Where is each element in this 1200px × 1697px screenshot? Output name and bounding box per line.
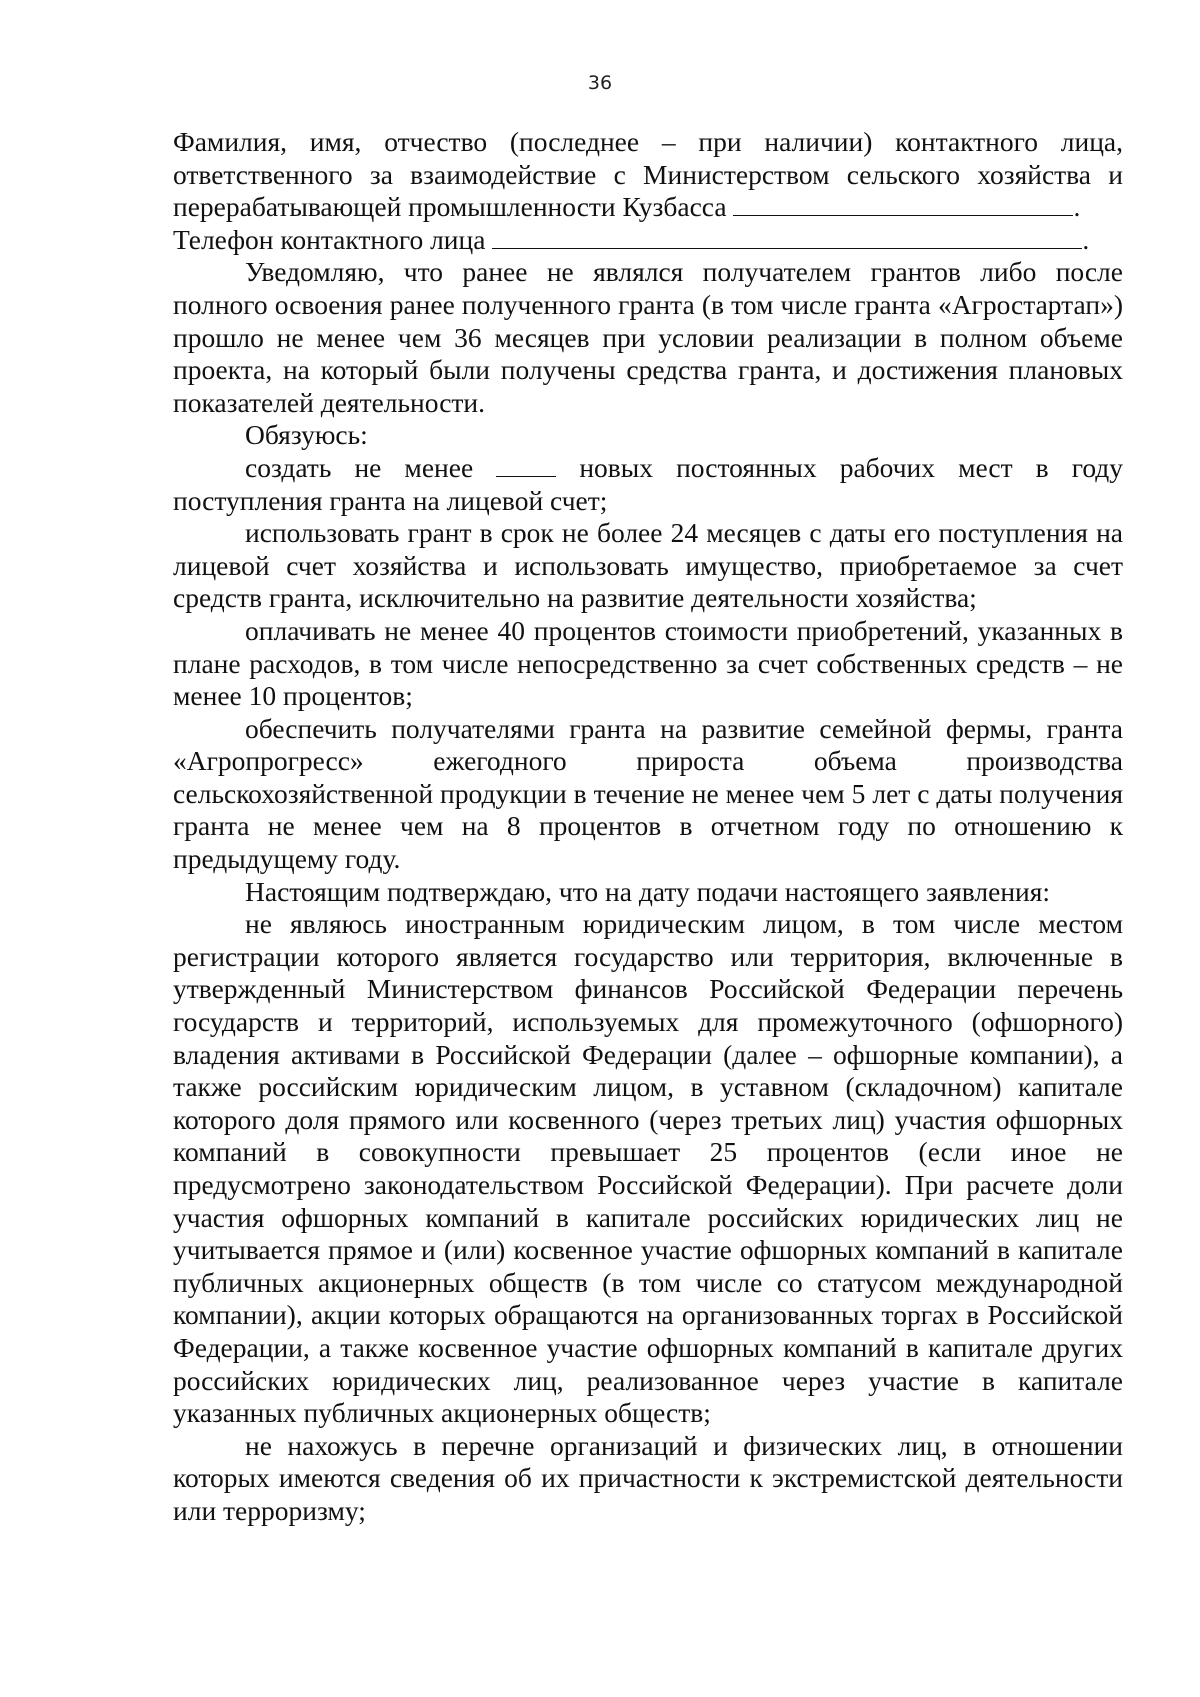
commit-item-3: обеспечить получателями гранта на развитие семейной фермы, гранта «Агропрогресс» ежегодного прироста объема производства сельскохозяйственной продукции в течение не менее чем 5 лет с даты получения гранта не менее чем на 8 процентов в отчетном году по отношению к предыдущему году. — [173, 712, 1123, 875]
commit-jobs-before: создать не менее — [245, 451, 474, 483]
contact-person-blank[interactable] — [733, 193, 1073, 216]
contact-phone-label: Телефон контактного лица — [173, 223, 486, 255]
commit-heading: Обязуюсь: — [245, 419, 368, 451]
confirm-item-2: не нахожусь в перечне организаций и физических лиц, в отношении которых имеются сведения об их причастности к экстремистской деятельности или терроризму; — [173, 1429, 1123, 1526]
contact-person-paragraph — [173, 126, 1123, 224]
confirm-heading: Настоящим подтверждаю, что на дату подачи настоящего заявления: — [245, 875, 1051, 907]
page-number: 36 — [587, 72, 613, 94]
contact-phone-paragraph — [173, 224, 1123, 257]
document-body — [173, 126, 1123, 1528]
confirm-item-1: не являюсь иностранным юридическим лицом, в том числе местом регистрации которого является государство или территория, включенные в утвержденный Министерством финансов Российской Федерации перечень государств и территорий, используемых для промежуточного (офшорного) владения активами в Российской Федерации (далее – офшорные компании), а также российским юридическим лицом, в уставном (складочном) капитале которого доля прямого или косвенного (через третьих лиц) участия офшорных компаний в совокупности превышает 25 процентов (если иное не предусмотрено законодательством Российской Федерации). При расчете доли участия офшорных компаний в капитале российских юридических лиц не учитывается прямое и (или) косвенное участие офшорных компаний в капитале публичных акционерных обществ (в том числе со статусом международной компании), акции которых обращаются на организованных торгах в Российской Федерации, а также косвенное участие офшорных компаний в капитале других российских юридических лиц, реализованное через участие в капитале указанных публичных акционерных обществ; — [173, 908, 1123, 1429]
commit-item-1: использовать грант в срок не более 24 месяцев с даты его поступления на лицевой счет хозяйства и использовать имущество, приобретаемое за счет средств гранта, исключительно на развитие деятельности хозяйства; — [173, 517, 1123, 614]
notify-paragraph: Уведомляю, что ранее не являлся получателем грантов либо после полного освоения ранее полученного гранта (в том числе гранта «Агростартап») прошло не менее чем 36 месяцев при условии реализации в полном объеме проекта, на который были получены средства гранта, и достижения плановых показателей деятельности. — [173, 256, 1123, 418]
contact-person-text: Фамилия, имя, отчество (последнее – при наличии) контактного лица, ответственного за взаимодействие с Министерством сельского хозяйства и перерабатывающей промышленности Кузбасса — [173, 126, 1123, 223]
commit-jobs-after: новых постоянных рабочих мест в году поступления гранта на лицевой счет; — [173, 451, 1124, 516]
commit-jobs-paragraph — [173, 452, 1123, 517]
contact-phone-blank[interactable] — [492, 226, 1082, 249]
contact-person-end: . — [1073, 191, 1081, 223]
commit-item-2: оплачивать не менее 40 процентов стоимости приобретений, указанных в плане расходов, в том числе непосредственно за счет собственных средств – не менее 10 процентов; — [173, 614, 1123, 712]
jobs-count-blank[interactable] — [496, 454, 556, 477]
contact-phone-end: . — [1082, 223, 1090, 255]
